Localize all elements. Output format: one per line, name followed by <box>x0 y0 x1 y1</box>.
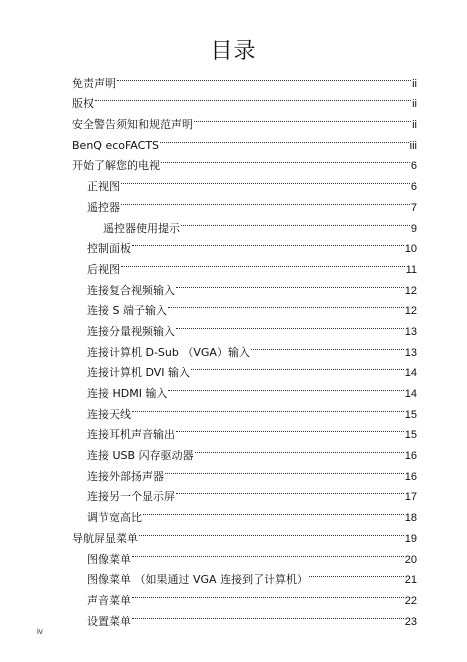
toc-entry-title: 图像菜单 <box>87 552 131 566</box>
dot-leader <box>191 356 404 377</box>
toc-entry-title: 连接耳机声音输出 <box>87 428 175 442</box>
toc-entry-title: 连接 S 端子输入 <box>87 304 167 318</box>
toc-entry-title: 开始了解您的电视 <box>72 159 160 173</box>
toc-entry-page: ii <box>412 119 417 132</box>
toc-entry-page: iii <box>409 139 417 152</box>
toc-entry-title: 免责声明 <box>72 76 116 90</box>
dot-leader <box>195 438 404 459</box>
toc-entry-page: 6 <box>410 181 417 194</box>
toc-entry-page: 11 <box>405 263 417 276</box>
toc-entry-title: 连接分量视频输入 <box>87 324 175 338</box>
dot-leader <box>132 542 404 563</box>
dot-leader <box>139 521 404 542</box>
dot-leader <box>176 418 404 439</box>
toc-entry[interactable] <box>72 87 417 111</box>
dot-leader <box>121 169 410 190</box>
dot-leader <box>176 314 404 335</box>
toc-entry[interactable] <box>72 107 417 132</box>
dot-leader <box>143 500 404 521</box>
toc-entry-page: 16 <box>404 470 417 483</box>
dot-leader <box>121 190 410 211</box>
toc-entry[interactable] <box>72 273 417 297</box>
toc-entry-title: 控制面板 <box>87 242 131 256</box>
toc-entry-page: 13 <box>404 325 417 338</box>
dot-leader <box>132 397 404 418</box>
toc-entry-title: 连接复合视频输入 <box>87 283 175 297</box>
toc-entry-page: 12 <box>404 305 417 318</box>
toc-entry-title: 正视图 <box>87 180 120 194</box>
toc-entry[interactable] <box>72 190 417 214</box>
toc-entry-title: 后视图 <box>87 262 120 276</box>
toc-entry-page: 19 <box>404 532 417 545</box>
toc-entry-page: 7 <box>410 201 417 214</box>
toc-entry-page: 23 <box>404 615 417 628</box>
toc-entry-title: 设置菜单 <box>87 614 131 628</box>
toc-entry-title: 图像菜单 （如果通过 VGA 连接到了计算机） <box>87 573 309 587</box>
toc-entry-title: 导航屏显菜单 <box>72 531 138 545</box>
toc-entry-page: 9 <box>410 222 417 235</box>
dot-leader <box>176 273 404 294</box>
toc-entry-title: BenQ ecoFACTS <box>72 138 160 152</box>
toc-entry-title: 遥控器使用提示 <box>103 221 180 235</box>
dot-leader <box>168 376 403 397</box>
toc-entry-page: 14 <box>404 388 417 400</box>
dot-leader <box>132 232 404 253</box>
toc-entry-page: 12 <box>404 284 417 297</box>
toc-entry-page: 22 <box>404 594 417 607</box>
toc-entry-page: 15 <box>404 408 417 421</box>
dot-leader <box>161 149 410 170</box>
toc-entry-page: 6 <box>410 160 417 173</box>
toc-entry-page: 13 <box>404 346 417 359</box>
dot-leader <box>176 480 404 501</box>
toc-entry-page: 16 <box>404 450 417 463</box>
dot-leader <box>117 66 411 87</box>
dot-leader <box>132 583 404 604</box>
toc-entry-title: 安全警告须知和规范声明 <box>72 118 193 132</box>
dot-leader <box>251 335 404 356</box>
toc-entry-title: 版权 <box>72 97 94 111</box>
page-title: 目录 <box>210 39 257 64</box>
toc-entry-title: 连接外部扬声器 <box>87 469 164 483</box>
toc-entry-page: 15 <box>404 429 417 442</box>
toc-entry-title: 遥控器 <box>87 200 120 214</box>
dot-leader <box>132 604 404 625</box>
toc-entry-page: ii <box>412 77 417 90</box>
toc-entry-title: 声音菜单 <box>87 593 131 607</box>
toc-entry-title: 连接计算机 D-Sub （VGA）输入 <box>87 345 250 359</box>
dot-leader <box>168 294 404 315</box>
toc-entry-page: 18 <box>404 512 417 525</box>
toc-entry-page: 21 <box>404 574 417 587</box>
dot-leader <box>95 87 411 108</box>
toc-entry[interactable] <box>72 169 417 194</box>
toc-entry-title: 连接另一个显示屏 <box>87 490 175 504</box>
toc-entry-title: 连接计算机 DVI 输入 <box>87 366 191 380</box>
toc-entry-page: 20 <box>404 553 417 566</box>
toc-entry-title: 调节宽高比 <box>87 511 142 525</box>
toc-entry-title: 连接 USB 闪存驱动器 <box>87 449 194 463</box>
dot-leader <box>309 563 404 584</box>
toc-entry-page: 14 <box>404 367 417 380</box>
table-of-contents <box>72 66 417 628</box>
toc-entry[interactable] <box>72 211 417 235</box>
dot-leader <box>160 128 409 149</box>
dot-leader <box>194 107 411 128</box>
toc-entry-page: 10 <box>404 243 417 256</box>
dot-leader <box>121 252 405 273</box>
toc-entry-page: 17 <box>404 491 417 504</box>
page-number: iv <box>37 627 43 636</box>
dot-leader <box>165 459 404 480</box>
toc-entry[interactable] <box>72 66 417 90</box>
toc-entry[interactable] <box>72 252 417 276</box>
toc-entry-title: 连接天线 <box>87 407 131 421</box>
toc-entry-title: 连接 HDMI 输入 <box>87 387 168 400</box>
dot-leader <box>181 211 410 232</box>
toc-entry-page: ii <box>412 98 417 111</box>
